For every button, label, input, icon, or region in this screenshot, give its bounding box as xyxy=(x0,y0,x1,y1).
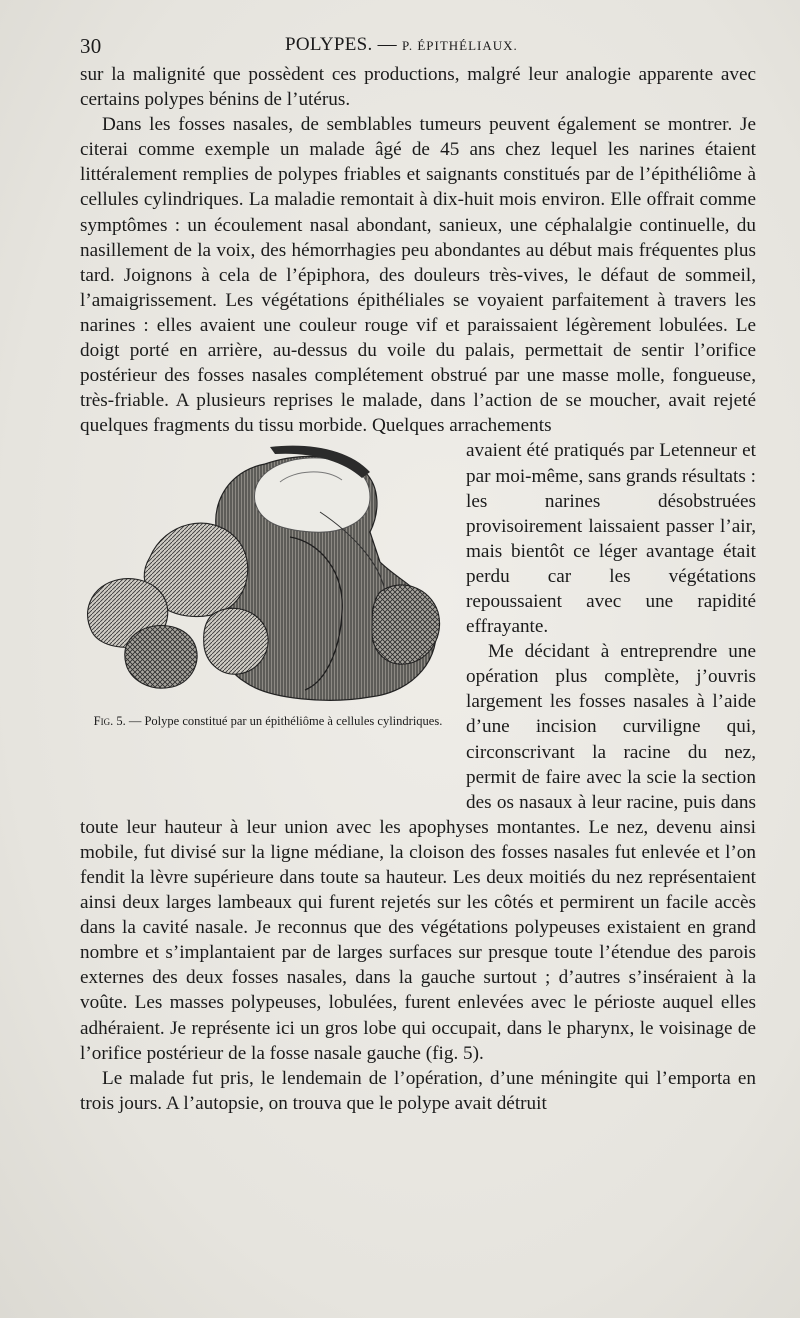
figure-5 xyxy=(80,442,452,794)
body-text xyxy=(80,62,756,1116)
polyp-mass xyxy=(88,446,440,701)
figure-caption-text: — Polype constitué par un épithéliôme à cellules cylindriques. xyxy=(128,714,443,729)
paragraph-3: Me décidant à entreprendre une opération plus complète, j’ouvris largement les fosses nasales à l’aide d’une incision curviligne qui, circonscrivant la racine du nez, permit de faire avec la scie la section des os nasaux à leur racine, puis dans toute leur hauteur à leur union avec les apophyses montantes. Le nez, devenu ainsi mobile, fut divisé sur la ligne médiane, la cloison des fosses nasales fut enlevée et l’on fendit la lèvre supérieure dans toute sa hauteur. Les deux moitiés du nez représentaient ainsi deux larges lambeaux qui furent rejetés sur les côtés et permirent un facile accès dans la cavité nasale. Je reconnus que des végétations polypeuses existaient en grand nombre et s’implantaient par de larges surfaces sur presque toute l’étendue des parois externes des deux fosses nasales, dans la gauche surtout ; d’autres s’inséraient à la voûte. Les masses polypeuses, lobulées, furent enlevées avec le périoste auquel elles adhéraient. Je représente ici un gros lobe qui occupait, dans le pharynx, le voisinage de l’orifice postérieur de la fosse nasale gauche (fig. 5). xyxy=(80,641,756,1064)
polyp-illustration xyxy=(80,442,452,704)
paragraph-2-continued: avaient été pratiqués par Letenneur et par moi-même, sans grands résultats : les narines désobstruées provisoirement laissaient passer l’air, mais bientôt ce léger avantage était perdu car les végétations repoussaient avec une rapidité effrayante. xyxy=(466,440,756,638)
paragraph-4: Le malade fut pris, le lendemain de l’opération, d’une méningite qui l’emporta en trois jours. A l’autopsie, on trouva que le polype avait détruit xyxy=(80,1067,756,1114)
paragraph-1: sur la malignité que possèdent ces productions, malgré leur analogie apparente avec certains polypes bénins de l’utérus. xyxy=(80,64,756,111)
figure-caption-label: Fig. 5. xyxy=(93,714,126,729)
running-title-sub: P. ÉPITHÉLIAUX. xyxy=(402,38,518,53)
figure-caption xyxy=(82,714,454,729)
running-header xyxy=(80,32,756,62)
paragraph-2: Dans les fosses nasales, de semblables tumeurs peuvent également se montrer. Je citerai comme exemple un malade âgé de 45 ans chez lequel les narines étaient littéralement remplies de polypes friables et saignants constitués par de l’épithéliôme à cellules cylindriques. La maladie remontait à dix-huit mois environ. Elle offrait comme symptômes : un écoulement nasal abondant, sanieux, une céphalalgie continuelle, du nasillement de la voix, des hémorrhagies peu abondantes au début mais fréquentes plus tard. Joignons à cela de l’épiphora, des douleurs très-vives, le défaut de sommeil, l’amaigrissement. Les végétations épithéliales se voyaient parfaitement à travers les narines : elles avaient une couleur rouge vif et paraissaient légèrement lobulées. Le doigt porté en arrière, au-dessus du voile du palais, permettait de sentir l’orifice postérieur des fosses nasales complétement obstrué par une masse molle, fongueuse, très-friable. A plusieurs reprises le malade, dans l’action de se moucher, avait rejeté quelques fragments du tissu morbide. Quelques arrachements xyxy=(80,114,756,437)
running-title xyxy=(285,34,518,56)
running-title-main: POLYPES. xyxy=(285,34,373,55)
page-number: 30 xyxy=(80,34,102,58)
running-title-dash: — xyxy=(377,34,397,55)
